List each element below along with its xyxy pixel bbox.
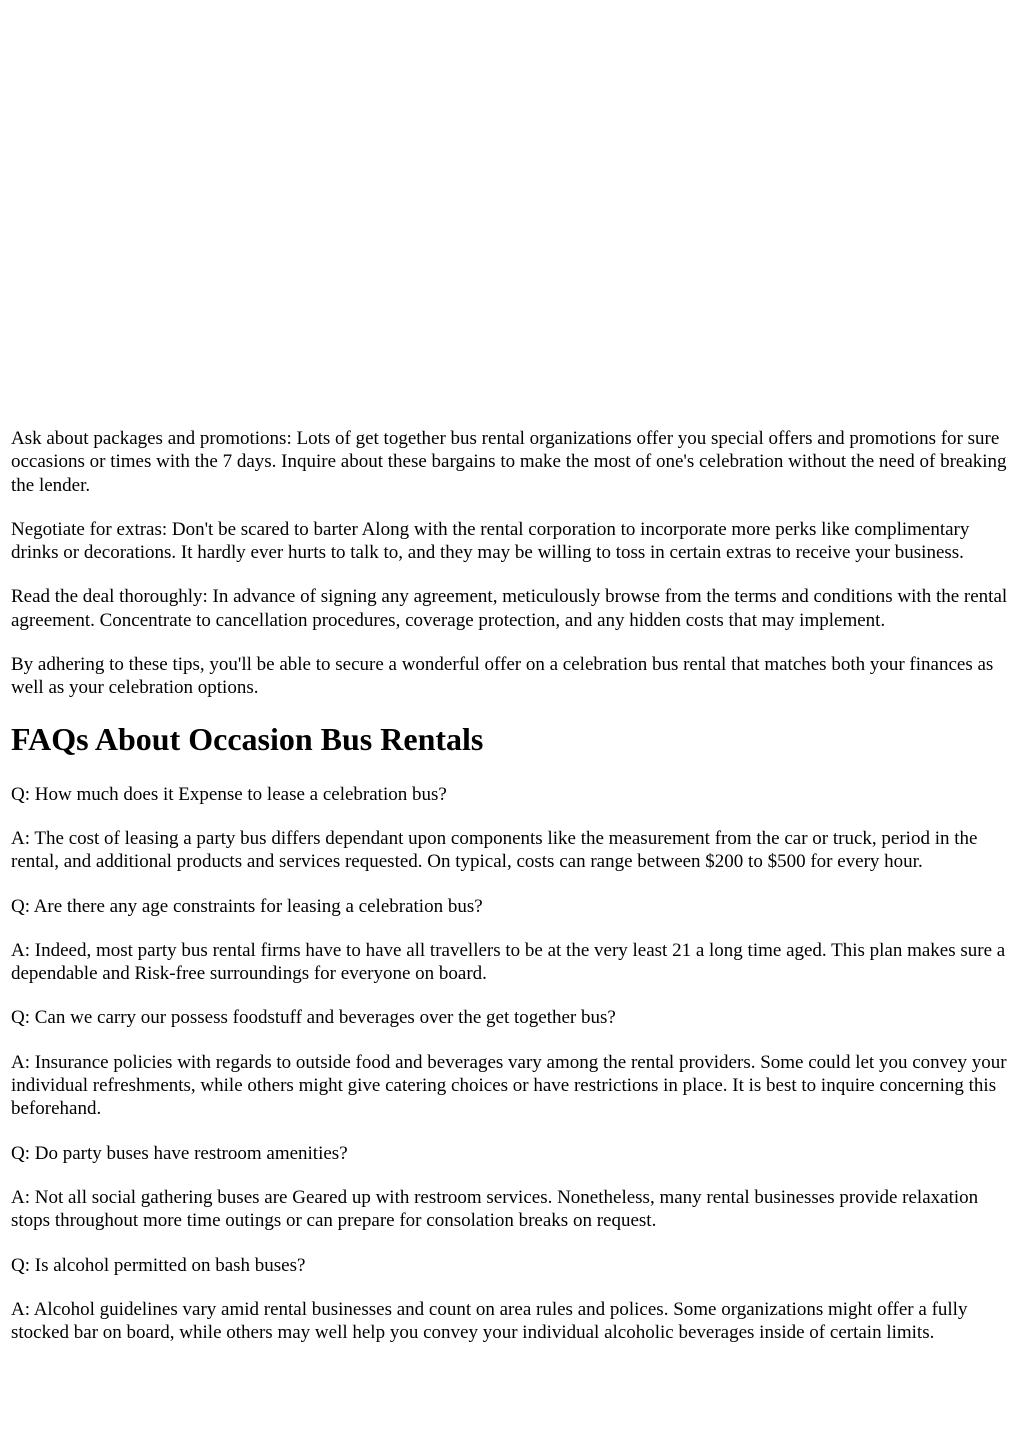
paragraph-read-deal: Read the deal thoroughly: In advance of signing any agreement, meticulously browse from the terms and conditions with the rental agreement. Concentrate to cancellation procedures, coverage protection, and any hidden costs that may implement. [11,586,1008,631]
faq-question-alcohol: Q: Is alcohol permitted on bash buses? [11,1254,306,1276]
paragraph-negotiate-extras: Negotiate for extras: Don't be scared to barter Along with the rental corporation to incorporate more perks like complimentary drinks or decorations. It hardly ever hurts to talk to, and they may be willing to toss in certain extras to receive your business. [11,518,970,564]
faq-question-restroom: Q: Do party buses have restroom amenities? [11,1142,348,1164]
faq-answer-age: A: Indeed, most party bus rental firms have to have all travellers to be at the very least 21 a long time aged. This plan makes sure a dependable and Risk-free surroundings for everyone on board. [11,939,1006,985]
faq-question-food: Q: Can we carry our possess foodstuff and beverages over the get together bus? [11,1007,616,1029]
article-body [11,427,1013,1365]
faq-answer-cost: A: The cost of leasing a party bus differs dependant upon components like the measurement from the car or truck, period in the rental, and additional products and services requested. On typical, costs can range between $200 to $500 for every hour. [11,827,978,873]
faq-heading: FAQs About Occasion Bus Rentals [11,720,484,757]
paragraph-conclusion: By adhering to these tips, you'll be able to secure a wonderful offer on a celebration bus rental that matches both your finances as well as your celebration options. [11,654,994,699]
faq-answer-restroom: A: Not all social gathering buses are Geared up with restroom services. Nonetheless, many rental businesses provide relaxation stops throughout more time outings or can prepare for consolation breaks on request. [11,1186,979,1232]
blank-top-area [0,0,1024,426]
faq-question-cost: Q: How much does it Expense to lease a celebration bus? [11,783,447,805]
paragraph-packages-promotions: Ask about packages and promotions: Lots of get together bus rental organizations offer you special offers and promotions for sure occasions or times with the 7 days. Inquire about these bargains to make the most of one's celebration without the need of breaking the lender. [11,428,1007,496]
faq-answer-food: A: Insurance policies with regards to outside food and beverages vary among the rental providers. Some could let you convey your individual refreshments, while others might give catering choices or have restrictions in place. It is best to inquire concerning this beforehand. [11,1051,1007,1120]
faq-question-age: Q: Are there any age constraints for leasing a celebration bus? [11,895,483,917]
faq-answer-alcohol: A: Alcohol guidelines vary amid rental businesses and count on area rules and polices. Some organizations might offer a fully stocked bar on board, while others may well help you convey your individual alcoholic beverages inside of certain limits. [11,1298,968,1344]
